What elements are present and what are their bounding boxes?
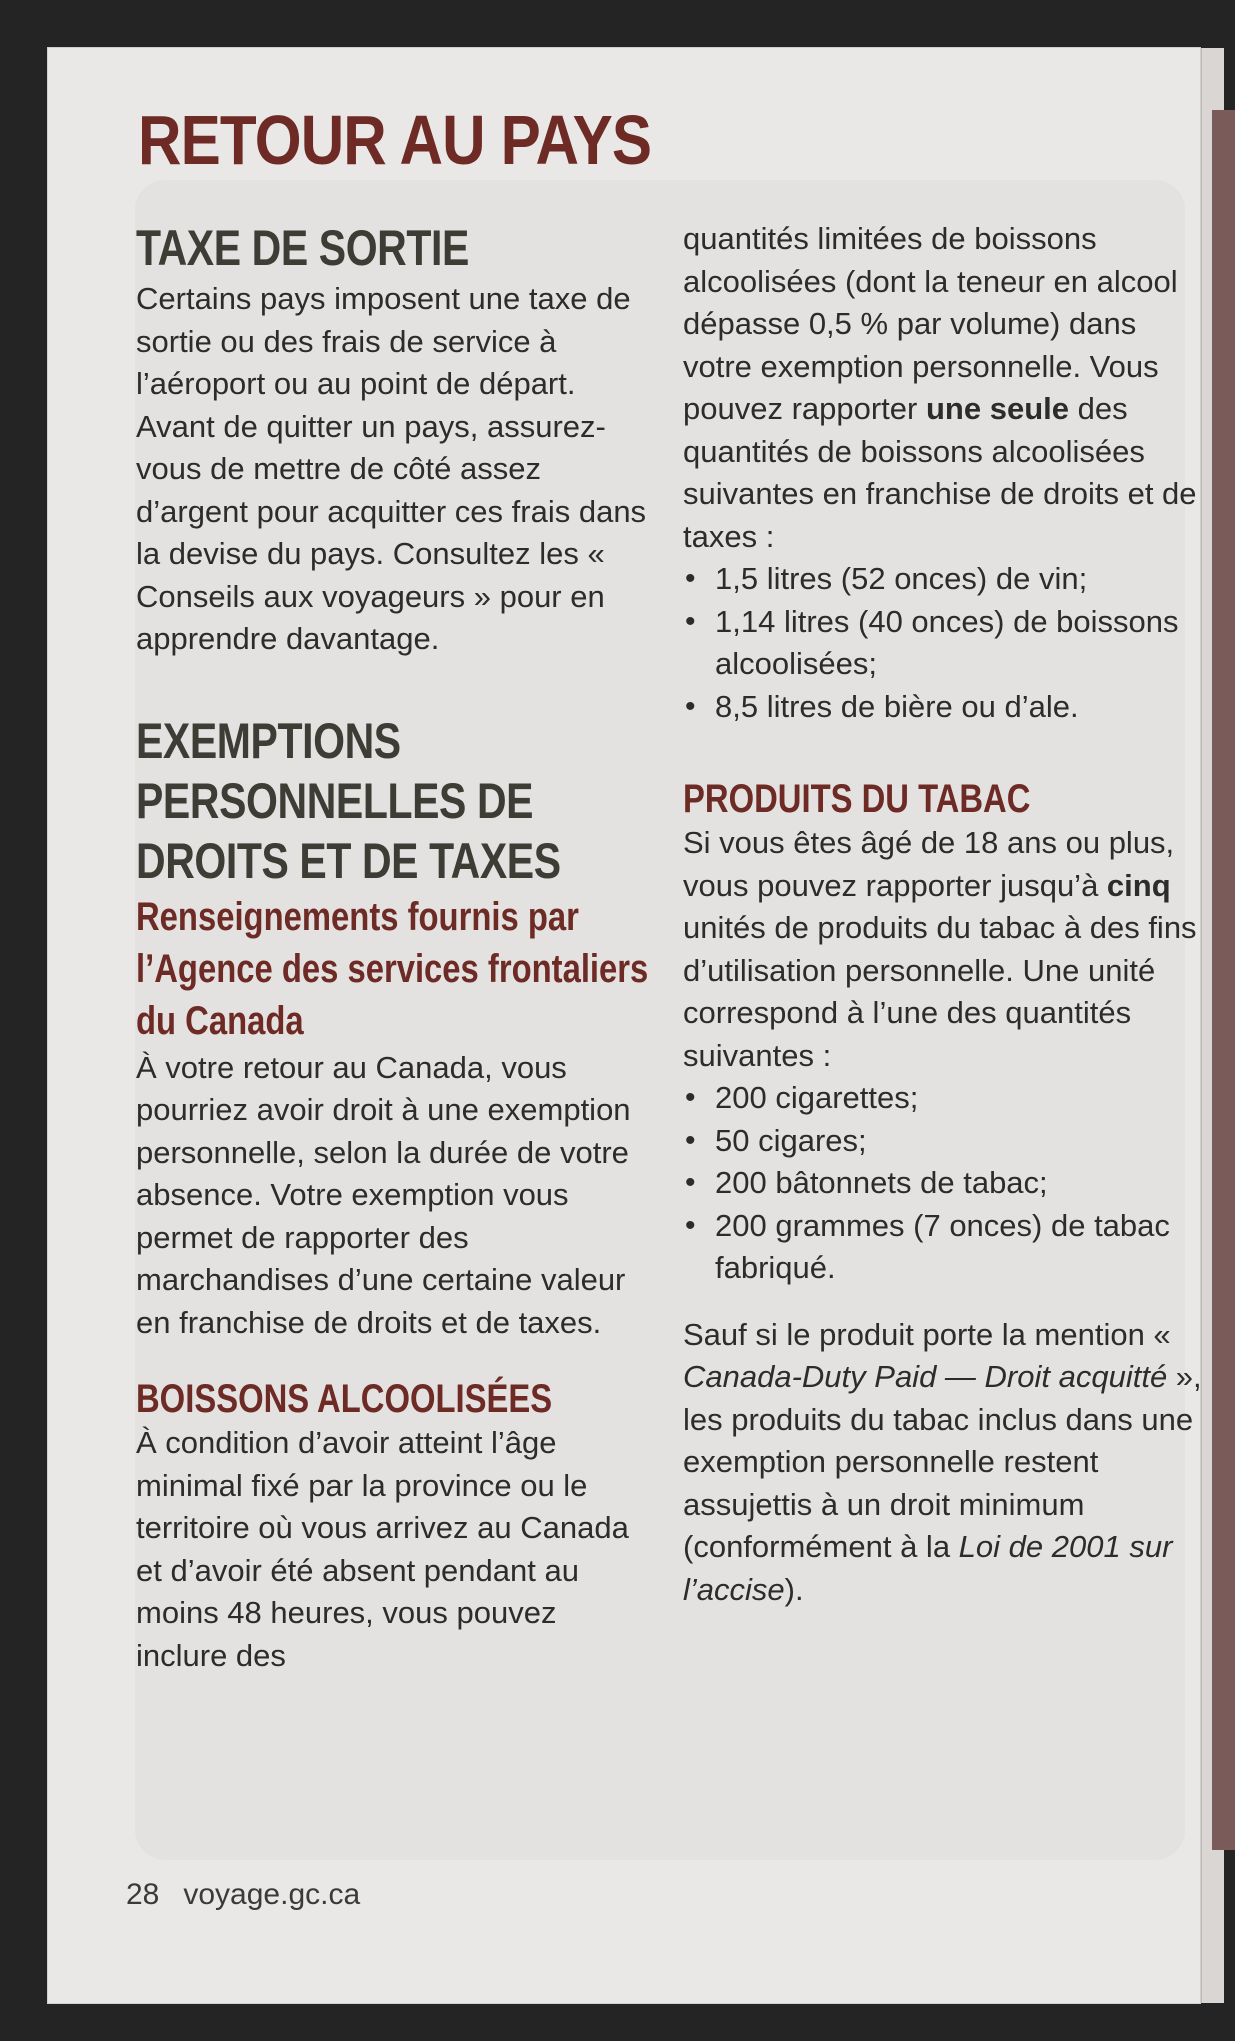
list-item: • 200 cigarettes; [715,1077,1203,1120]
alcohol-text-continued [683,218,1203,558]
page-number: 28 [126,1878,160,1911]
cbsa-info-subheading: Renseignements fournis par l’Agence des services frontaliers du Canada [136,894,649,1043]
page-footer [126,1878,384,1912]
excise-act-title: Loi de 2001 sur l’accise [683,1529,1173,1607]
list-item: • 200 bâtonnets de tabac; [715,1162,1203,1205]
alcohol-text: À condition d’avoir atteint l’âge minimal fixé par la province ou le territoire où vous arrivez au Canada et d’avoir été absent pendant au moins 48 heures, vous pouvez inclure des [136,1425,629,1673]
right-column [683,218,1203,1611]
duty-paid-text-part: ). [784,1571,804,1607]
exit-tax-heading: TAXE DE SORTIE [136,220,469,276]
adjacent-page-color-strip [1212,110,1235,1850]
duty-paid-mention: Canada-Duty Paid — Droit acquitté [683,1359,1168,1394]
footer-url: voyage.gc.ca [183,1878,361,1911]
alcohol-quantity-list [683,558,1203,728]
alcohol-heading: BOISSONS ALCOOLISÉES [136,1377,553,1421]
tobacco-text [683,822,1203,1077]
exemptions-heading: EXEMPTIONS PERSONNELLES DE DROITS ET DE TAXES [136,712,561,889]
duty-paid-text [683,1314,1203,1612]
tobacco-quantity-list [683,1077,1203,1290]
list-item: • 1,5 litres (52 onces) de vin; [715,558,1203,601]
duty-paid-text-part: Sauf si le produit porte la mention « [683,1316,1171,1352]
exemptions-text: À votre retour au Canada, vous pourriez avoir droit à une exemption personnelle, selon la durée de votre absence. Votre exemption vous permet de rapporter des marchandises d’une certaine valeur en franchise de droits et de taxes. [136,1049,631,1340]
tobacco-text-part: unités de produits du tabac à des fins d’utilisation personnelle. Une unité correspond à l’une des quantités suivantes : [683,910,1197,1073]
alcohol-text-part: quantités limitées de boissons alcoolisées (dont la teneur en alcool dépasse 0,5 % par volume) dans votre exemption personnelle. Vous pouvez rapporter [683,221,1178,426]
alcohol-text-part: des quantités de boissons alcoolisées suivantes en franchise de droits et de taxes : [683,391,1197,554]
list-item: • 1,14 litres (40 onces) de boissons alcoolisées; [715,601,1203,686]
tobacco-text-part: Si vous êtes âgé de 18 ans ou plus, vous pouvez rapporter jusqu’à [683,825,1175,903]
left-column [136,218,656,1677]
exit-tax-text: Certains pays imposent une taxe de sortie ou des frais de service à l’aéroport ou au point de départ. Avant de quitter un pays, assurez-vous de mettre de côté assez d’argent pour acquitter ces frais dans la devise du pays. Consultez les « Conseils aux voyageurs » pour en apprendre davantage. [136,281,647,656]
tobacco-text-bold: cinq [1106,867,1171,903]
duty-paid-text-part: », les produits du tabac inclus dans une exemption personnelle restent assujettis à un droit minimum (conformément à la [683,1359,1202,1564]
tobacco-heading: PRODUITS DU TABAC [683,777,1031,821]
page-title: RETOUR AU PAYS [138,101,652,179]
list-item: • 8,5 litres de bière ou d’ale. [715,686,1203,729]
list-item: • 50 cigares; [715,1120,1203,1163]
list-item: • 200 grammes (7 onces) de tabac fabriqué. [715,1205,1203,1290]
alcohol-text-bold: une seule [925,391,1069,426]
